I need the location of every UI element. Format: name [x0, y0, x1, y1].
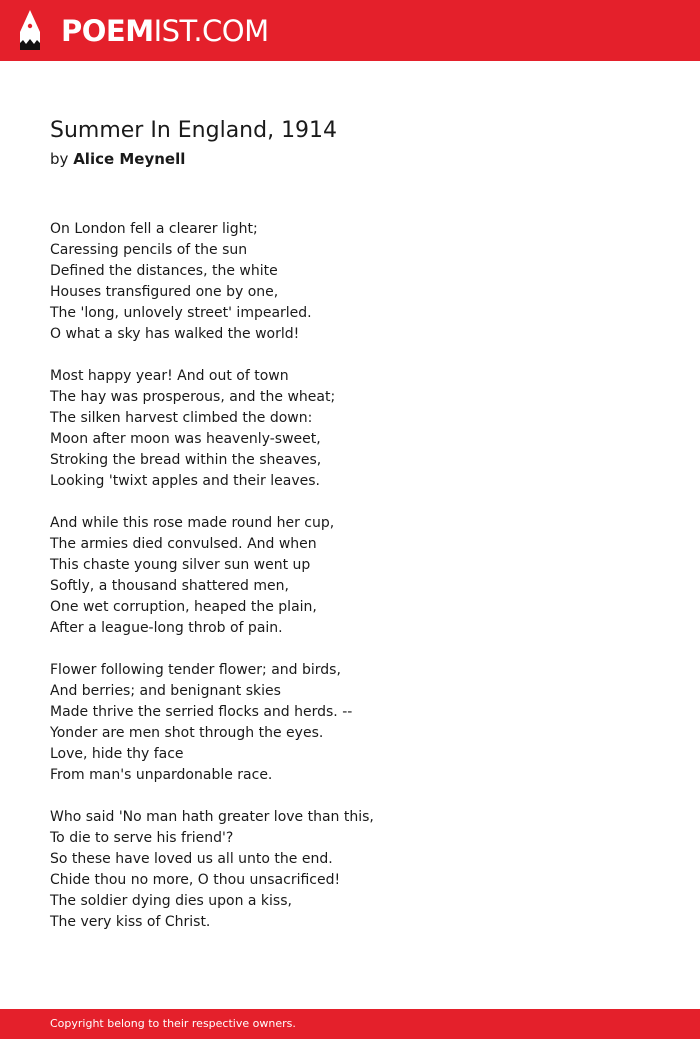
- poem-line: One wet corruption, heaped the plain,: [50, 599, 317, 615]
- poem-line: Made thrive the serried flocks and herds. --: [50, 704, 353, 720]
- poem-line: O what a sky has walked the world!: [50, 326, 300, 342]
- poem-body: [50, 219, 650, 954]
- poem-line: Caressing pencils of the sun: [50, 242, 248, 258]
- poem-line: Chide thou no more, O thou unsacrificed!: [50, 872, 341, 888]
- poem-line: Stroking the bread within the sheaves,: [50, 452, 322, 468]
- poem-line: On London fell a clearer light;: [50, 221, 258, 237]
- poem-line: The armies died convulsed. And when: [50, 536, 317, 552]
- by-label: by: [50, 150, 69, 168]
- poem-line: And while this rose made round her cup,: [50, 515, 335, 531]
- poem-line: To die to serve his friend'?: [50, 830, 234, 846]
- poem-line: Defined the distances, the white: [50, 263, 278, 279]
- poem-byline: [50, 148, 185, 170]
- poem-line: And berries; and benignant skies: [50, 683, 281, 699]
- poem-line: The soldier dying dies upon a kiss,: [50, 893, 292, 909]
- poem-line: After a league-long throb of pain.: [50, 620, 283, 636]
- poem-line: Love, hide thy face: [50, 746, 184, 762]
- poem-line: The very kiss of Christ.: [50, 914, 211, 930]
- poem-stanza: [50, 807, 650, 933]
- poem-line: Yonder are men shot through the eyes.: [50, 725, 324, 741]
- poem-stanza: [50, 660, 650, 786]
- logo-wordmark: [61, 10, 269, 52]
- poem-title: Summer In England, 1914: [50, 118, 338, 143]
- poem-line: Most happy year! And out of town: [50, 368, 289, 384]
- poem-stanza: [50, 513, 650, 639]
- poem-line: Softly, a thousand shattered men,: [50, 578, 289, 594]
- poem-line: Who said 'No man hath greater love than this,: [50, 809, 374, 825]
- poem-line: Flower following tender flower; and birds,: [50, 662, 341, 678]
- poem-line: The 'long, unlovely street' impearled.: [50, 305, 312, 321]
- poem-line: Houses transfigured one by one,: [50, 284, 279, 300]
- poem-line: From man's unpardonable race.: [50, 767, 273, 783]
- site-logo[interactable]: [18, 10, 269, 52]
- pen-nib-icon: [18, 10, 42, 52]
- poem-line: The silken harvest climbed the down:: [50, 410, 313, 426]
- logo-wordmark-bold: POEM: [61, 14, 154, 48]
- poem-line: Moon after moon was heavenly-sweet,: [50, 431, 321, 447]
- site-footer: [0, 1009, 700, 1039]
- author-name[interactable]: Alice Meynell: [73, 150, 186, 168]
- poem-line: So these have loved us all unto the end.: [50, 851, 333, 867]
- poem-line: This chaste young silver sun went up: [50, 557, 311, 573]
- poem-line: The hay was prosperous, and the wheat;: [50, 389, 336, 405]
- poem-stanza: [50, 219, 650, 345]
- poem-line: Looking 'twixt apples and their leaves.: [50, 473, 320, 489]
- copyright-notice: Copyright belong to their respective owners.: [50, 1017, 296, 1030]
- logo-wordmark-light: IST.COM: [153, 14, 269, 48]
- poem-stanza: [50, 366, 650, 492]
- site-header: [0, 0, 700, 61]
